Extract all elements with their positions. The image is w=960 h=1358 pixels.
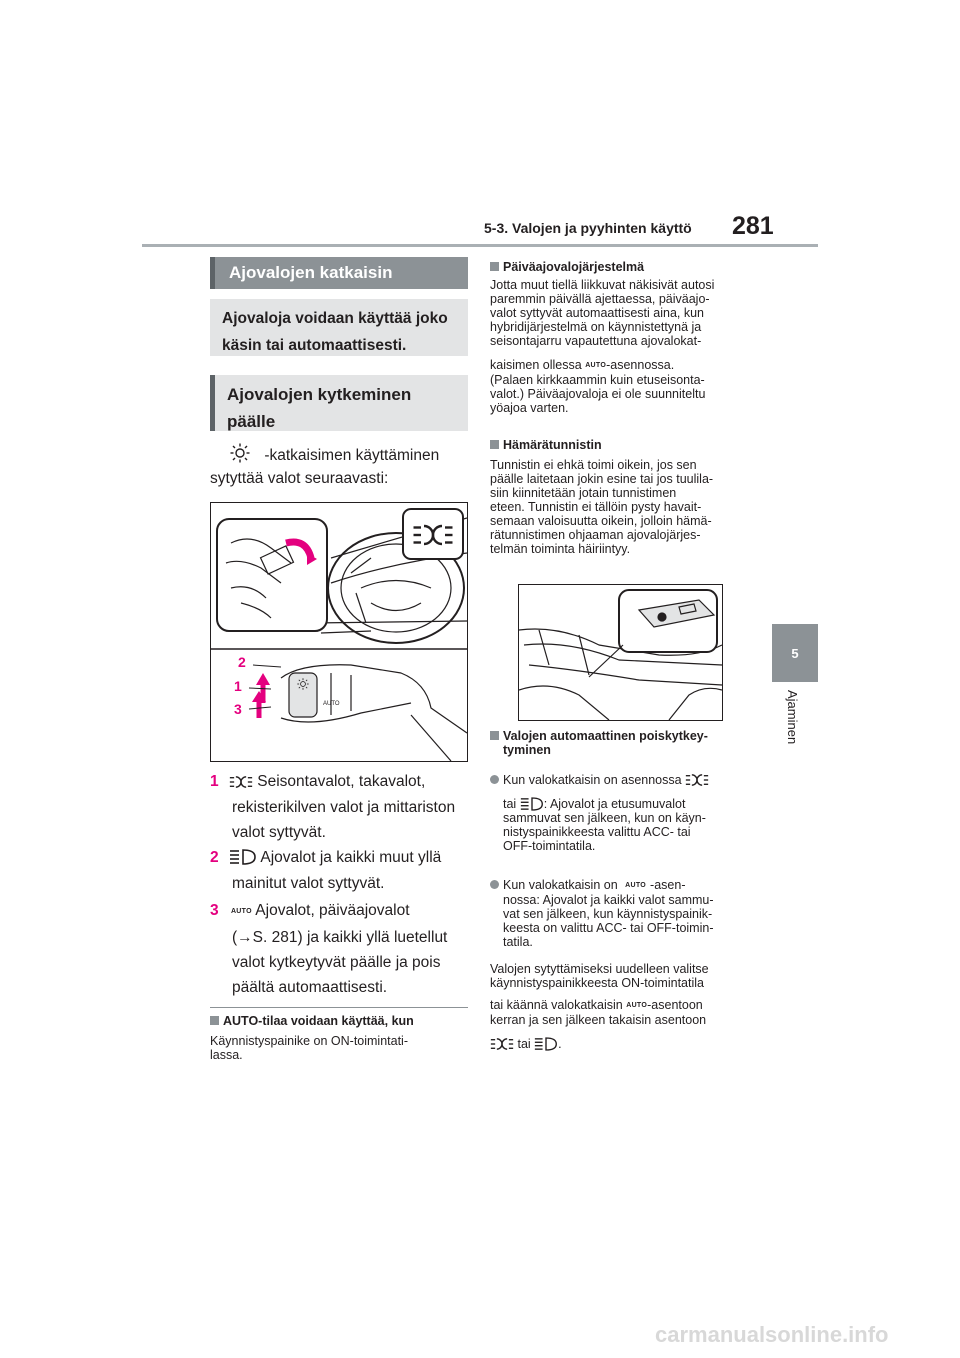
square-bullet-icon	[490, 262, 499, 271]
note-line-1: Käynnistyspainike on ON-toimintati-	[210, 1034, 408, 1048]
chapter-tab-name: Ajaminen	[785, 690, 800, 745]
bullet-1: Kun valokatkaisin on asennossa tai : Ajovalot ja etusumuvalot sammuvat sen jälkeen, kun on käyn- nistyspainikkeesta valittu ACC- tai OFF-toimintatila.	[490, 773, 755, 853]
square-bullet-icon	[210, 1016, 219, 1025]
round-bullet-icon	[490, 880, 499, 889]
auto-icon: AUTO	[585, 362, 607, 369]
sensor-figure	[518, 584, 723, 721]
step-3-number: 3	[210, 902, 219, 919]
parking-light-icon	[490, 1037, 514, 1051]
relight-paragraph: Valojen sytyttämiseksi uudelleen valitse käynnistyspainikkeesta ON-toimintatila tai käännä valokatkaisin AUTO-asentoon kerran ja sen jälkeen takaisin asentoon tai .	[490, 962, 709, 1051]
round-bullet-icon	[490, 775, 499, 784]
sensor-paragraph: Tunnistin ei ehkä toimi oikein, jos sen päälle laitetaan jokin esine tai jos tuulila- siin kiinnitetään jotain tunnistimen eteen. Tunnistin ei tällöin pysty havait- semaan valoisuutta oikein, jolloin hämä- rätunnistimen ohjaaman ajovalojärjes- telmän toiminta häiriintyy.	[490, 458, 714, 556]
headlight-icon	[520, 797, 544, 811]
lead-line-1: -katkaisimen käyttäminen	[230, 443, 470, 468]
note-divider	[210, 1007, 468, 1008]
headlight-icon	[229, 849, 257, 865]
switch-figure	[210, 502, 468, 762]
chapter-tab-number: 5	[772, 624, 818, 682]
drl-paragraph: Jotta muut tiellä liikkuvat näkisivät autosi paremmin päivällä ajettaessa, päiväajo- valot syttyvät automaattisesti aina, kun hybridijärjestelmä on käynnistettynä ja seisontajarru vapautettuna ajovalokat- kaisimen ollessa AUTO-asennossa. (Palaen kirkkaammin kuin etuseisonta- valot.) Päiväajovaloja ei ole suunniteltu yöajoa varten.	[490, 278, 715, 415]
light-switch-icon	[230, 443, 250, 463]
section-heading-bar: Ajovalojen katkaisin	[210, 257, 468, 289]
step-1-number: 1	[210, 773, 219, 790]
step-2-number: 2	[210, 849, 219, 866]
headlight-icon	[534, 1037, 558, 1051]
headlight-switch-illustration	[211, 503, 467, 761]
step-1: 1 Seisontavalot, takavalot, rekisterikilven valot ja mittariston valot syttyvät.	[210, 773, 456, 841]
auto-icon: AUTO	[626, 1002, 648, 1009]
section-title: 5-3. Valojen ja pyyhinten käyttö	[484, 220, 692, 236]
note-line-2: lassa.	[210, 1048, 243, 1062]
auto-icon: AUTO	[625, 882, 647, 889]
subsection-heading: Ajovalojen kytkeminen päälle	[210, 375, 468, 431]
step-3: 3 AUTO Ajovalot, päiväajovalot (→S. 281) ja kaikki yllä luetellut valot kytkeytyvät päälle ja pois päältä automaattisesti.	[210, 902, 448, 996]
auto-icon: AUTO	[230, 908, 252, 915]
bullet-2: Kun valokatkaisin on AUTO -asen- nossa: Ajovalot ja kaikki valot sammu- vat sen jälkeen, kun käynnistyspainik- keesta on valittu ACC- tai OFF-toimin- tatila.	[490, 878, 755, 949]
square-bullet-icon	[490, 440, 499, 449]
figure-label-2: 2	[238, 654, 246, 670]
drl-heading: Päiväajovalojärjestelmä	[490, 260, 644, 274]
page-number: 281	[732, 212, 774, 240]
figure-label-3: 3	[234, 701, 242, 717]
sensor-heading: Hämärätunnistin	[490, 438, 602, 452]
figure-label-1: 1	[234, 678, 242, 694]
auto-off-heading: Valojen automaattinen poiskytkey- tyminen	[490, 729, 755, 757]
square-bullet-icon	[490, 731, 499, 740]
parking-light-icon	[229, 775, 253, 789]
step-2: 2 Ajovalot ja kaikki muut yllä mainitut valot syttyvät.	[210, 849, 442, 892]
lead-line-2: sytyttää valot seuraavasti:	[210, 470, 389, 487]
note-heading: AUTO-tilaa voidaan käyttää, kun	[210, 1014, 414, 1028]
sensor-illustration	[519, 585, 722, 720]
svg-text:AUTO: AUTO	[323, 701, 340, 707]
header-rule	[142, 244, 818, 247]
watermark: carmanualsonline.info	[655, 1322, 889, 1347]
intro-box: Ajovaloja voidaan käyttää joko käsin tai automaattisesti.	[210, 299, 468, 356]
parking-light-icon	[685, 773, 709, 787]
